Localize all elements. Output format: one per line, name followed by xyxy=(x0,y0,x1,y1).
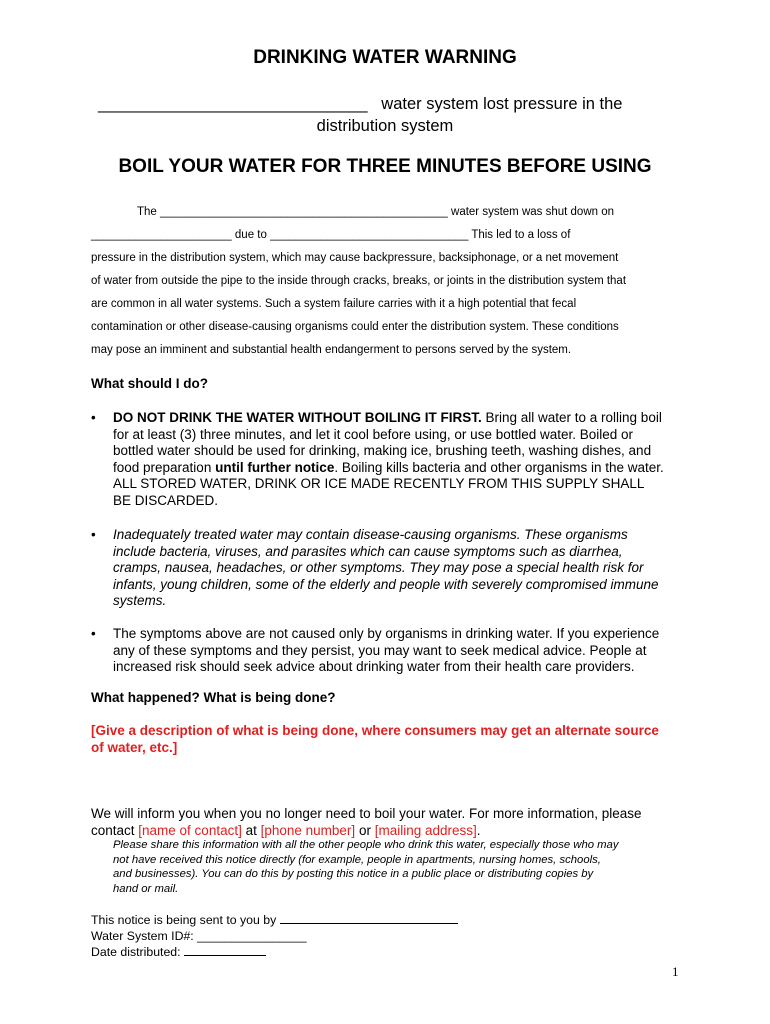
sent-by-label: This notice is being sent to you by xyxy=(91,913,280,927)
placeholder-description xyxy=(91,722,659,756)
intro-line: are common in all water systems. Such a system failure carries with it a high potential that fecal xyxy=(91,298,577,310)
bullet-line: systems. xyxy=(113,593,167,608)
bullet-body xyxy=(113,527,688,610)
bullet-bold: until further notice xyxy=(215,459,335,475)
intro-paragraph xyxy=(91,203,691,364)
bullet-body xyxy=(113,626,688,676)
inform-paragraph xyxy=(91,805,642,839)
page-number: 1 xyxy=(672,964,679,979)
intro-line: contamination or other disease-causing organisms could enter the distribution system. These conditions xyxy=(91,321,619,333)
bullet-line: Inadequately treated water may contain disease-causing organisms. These organisms xyxy=(113,527,628,542)
inform-text: . xyxy=(476,823,481,838)
water-system-name-blank: ______________________________ xyxy=(98,95,368,113)
document-title: DRINKING WATER WARNING xyxy=(253,47,517,68)
intro-line: ______________________ due to _______________________________ This led to a loss of xyxy=(91,229,571,241)
share-line: hand or mail. xyxy=(113,882,179,895)
bullet-line: ALL STORED WATER, DRINK OR ICE MADE RECENTLY FROM THIS SUPPLY SHALL xyxy=(113,476,645,491)
bullet-text: . Boiling kills bacteria and other organisms in the water. xyxy=(334,459,664,475)
subtitle-line-1 xyxy=(98,95,622,114)
section-heading-what-happened: What happened? What is being done? xyxy=(91,690,336,705)
bullet-dot: • xyxy=(91,527,96,542)
inform-text: contact xyxy=(91,823,139,838)
section-heading-what-to-do: What should I do? xyxy=(91,376,208,391)
intro-line: pressure in the distribution system, which may cause backpressure, backsiphonage, or a net movement xyxy=(91,252,619,264)
mailing-address-placeholder: [mailing address] xyxy=(374,823,477,838)
bullet-dot: • xyxy=(91,410,96,425)
bullet-line: include bacteria, viruses, and parasites which can cause symptoms such as diarrhea, xyxy=(113,543,623,559)
intro-line: may pose an imminent and substantial health endangerment to persons served by the system. xyxy=(91,344,572,356)
share-line: Please share this information with all the other people who drink this water, especially those who may xyxy=(113,839,619,851)
system-id-line: Water System ID#: ________________ xyxy=(91,928,307,943)
bullet-line: any of these symptoms and they persist, you may want to seek medical advice. People at xyxy=(113,642,647,658)
inform-text: or xyxy=(355,823,375,838)
date-distributed-blank xyxy=(184,944,266,956)
bullet-bold-lead: DO NOT DRINK THE WATER WITHOUT BOILING IT FIRST. xyxy=(113,410,482,425)
bullet-text: food preparation xyxy=(113,459,216,475)
intro-line: of water from outside the pipe to the inside through cracks, breaks, or joints in the distribution system that xyxy=(91,275,627,287)
subtitle-line-2: distribution system xyxy=(316,117,454,135)
bullet-line: BE DISCARDED. xyxy=(113,492,219,508)
share-line: not have received this notice directly (for example, people in apartments, nursing homes, schools, xyxy=(113,853,601,866)
inform-line: We will inform you when you no longer need to boil your water. For more information, please xyxy=(91,806,642,821)
contact-name-placeholder: [name of contact] xyxy=(138,823,242,838)
bullet-dot: • xyxy=(91,626,96,641)
phone-number-placeholder: [phone number] xyxy=(260,823,356,838)
date-distributed-label: Date distributed: xyxy=(91,945,184,959)
placeholder-line: [Give a description of what is being done, where consumers may get an alternate source xyxy=(91,723,659,738)
inform-text: at xyxy=(241,823,261,838)
bullet-line: cramps, nausea, headaches, or other symptoms. They may pose a special health risk for xyxy=(113,560,644,575)
bullet-line: for at least (3) three minutes, and let it cool before using, or use bottled water. Boiled or xyxy=(113,426,634,442)
bullet-line: The symptoms above are not caused only by organisms in drinking water. If you experience xyxy=(113,626,660,641)
intro-line: The _____________________________________________ water system was shut down on xyxy=(137,206,615,218)
boil-heading: BOIL YOUR WATER FOR THREE MINUTES BEFORE USING xyxy=(118,156,652,177)
bullet-line: increased risk should seek advice about drinking water from their health care providers. xyxy=(113,659,635,674)
placeholder-line: of water, etc.] xyxy=(91,740,178,755)
notice-footer xyxy=(91,912,458,961)
sent-by-blank xyxy=(280,912,458,924)
bullet-text: Bring all water to a rolling boil xyxy=(481,410,662,425)
bullet-line: bottled water should be used for drinking, making ice, brushing teeth, washing dishes, and xyxy=(113,443,652,458)
share-line: and businesses). You can do this by posting this notice in a public place or distributing copies by xyxy=(113,868,594,880)
bullet-body xyxy=(113,410,688,509)
bullet-line: infants, young children, some of the elderly and people with severely compromised immune xyxy=(113,576,659,592)
share-notice xyxy=(113,838,619,896)
subtitle-text-1: water system lost pressure in the xyxy=(381,95,623,113)
